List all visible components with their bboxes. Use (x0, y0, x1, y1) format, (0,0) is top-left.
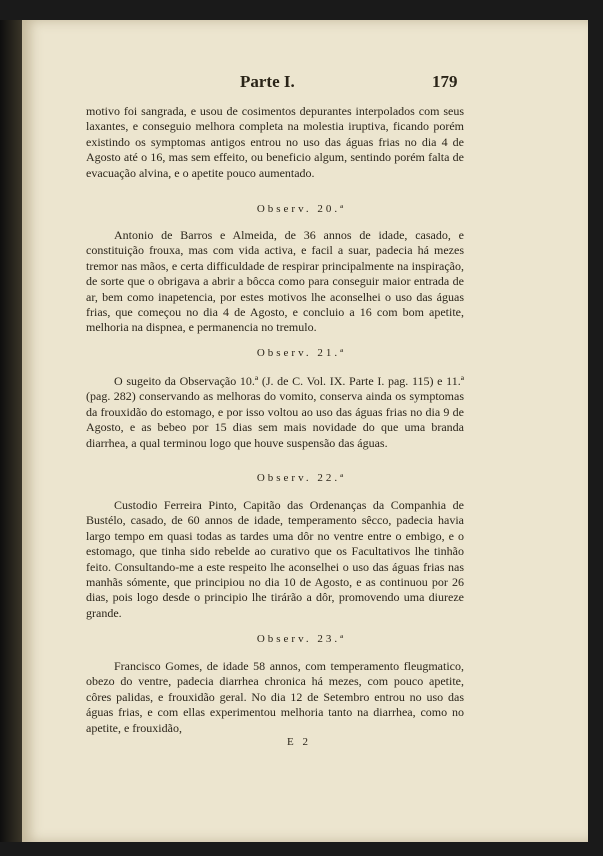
obs23-heading: Observ. 23.ª (256, 633, 347, 645)
obs21-paragraph (86, 374, 464, 451)
page-number: 179 (432, 72, 458, 91)
running-header (0, 72, 603, 96)
obs22-heading: Observ. 22.ª (256, 472, 347, 484)
obs21-text: O sugeito da Observação 10.ª (J. de C. Vol. IX. Parte I. pag. 115) e 11.ª (pag. 282) conservando as melhoras do vomito, conserva ainda os symptomas da frouxidão do estomago, e por isso voltou ao uso das águas frias no dia 9 de Agosto, e as bebeo por 15 dias sem mais novidade do que uma branda diarrhea, a qual terminou logo que houve suspensão das águas. (86, 374, 464, 450)
obs21-heading: Observ. 21.ª (256, 347, 347, 359)
book-spine (0, 20, 22, 842)
obs20-heading: Observ. 20.ª (256, 203, 347, 215)
section-title: Parte I. (240, 72, 295, 91)
obs23-paragraph (86, 659, 464, 736)
obs20-paragraph (86, 228, 464, 336)
obs22-text: Custodio Ferreira Pinto, Capitão das Ordenanças da Companhia de Bustélo, casado, de 60 annos de idade, temperamento sêcco, padecia havia largo tempo em quasi todas as tardes uma dôr no ventre entre o embigo, e o estomago, que tinha sido rebelde ao curativo que os Facultativos lhe tinhão feito. Consultando-me a este respeito lhe aconselhei o uso das águas frias nas manhãs sómente, que principiou no dia 10 de Agosto, e as continuou por 26 dias, pois logo desde o principio lhe tirárão a dôr, promovendo uma diureze grande. (86, 498, 464, 620)
signature-mark: E 2 (287, 736, 311, 748)
intro-text: motivo foi sangrada, e usou de cosimentos depurantes interpolados com seus laxantes, e conseguio melhora completa na molestia iruptiva, ficando porém existindo os symptomas antigos entrou no uso das águas frias no dia 4 de Agosto até o 16, mas sem effeito, ou beneficio algum, sentindo porém falta de evacuação alvina, e o apetite pouco aumentado. (86, 104, 464, 180)
obs23-text: Francisco Gomes, de idade 58 annos, com temperamento fleugmatico, obezo do ventre, padecia diarrhea chronica há mezes, com pouco apetite, côres palidas, e frouxidão geral. No dia 12 de Setembro entrou no uso das águas frias, e com ellas experimentou melhoria tanto na diarrhea, como no apetite, e frouxidão, (86, 659, 464, 735)
obs22-paragraph (86, 498, 464, 621)
intro-paragraph (86, 104, 464, 181)
obs20-text: Antonio de Barros e Almeida, de 36 annos de idade, casado, e constituição frouxa, mas com vida activa, e facil a suar, padecia há mezes tremor nas mãos, e certa difficuldade de respirar principalmente na inspiração, de sorte que o obrigava a abrir a bôcca como para conseguir maior entrada de ar, bem como inapetencia, por estes motivos lhe aconselhei o uso das águas frias, que começou no dia 4 de Agosto, e concluio a 16 com bom apetite, melhoria na dispnea, e permanencia no tremulo. (86, 228, 464, 335)
